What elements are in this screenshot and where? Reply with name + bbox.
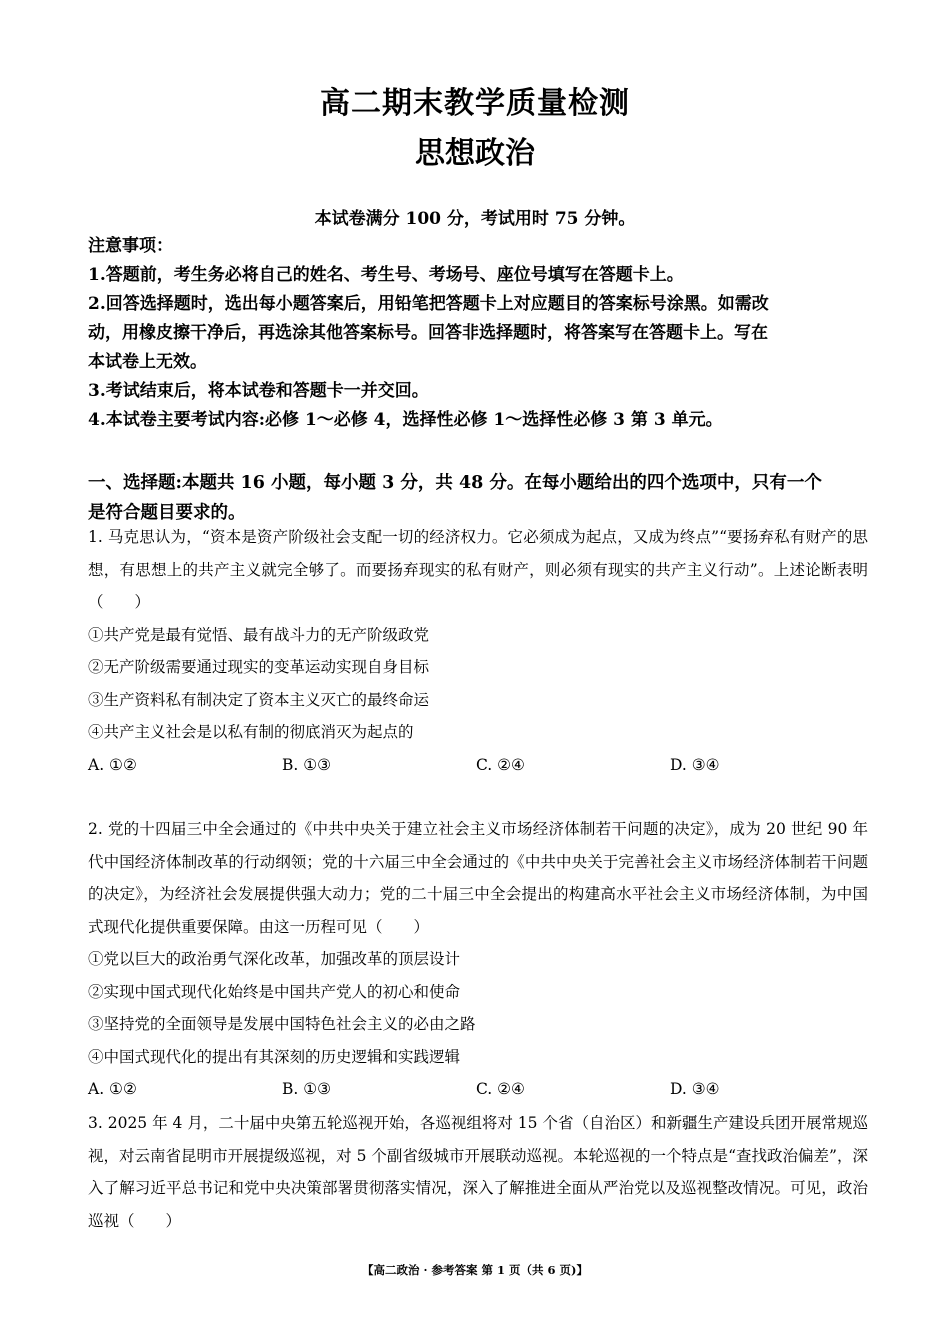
section-heading-line: 是符合题目要求的。 xyxy=(88,503,246,523)
subject-title: 思想政治 xyxy=(415,136,535,171)
statement-option: ③坚持党的全面领导是发展中国特色社会主义的必由之路 xyxy=(88,1015,476,1033)
statement-option: ②无产阶级需要通过现实的变革运动实现自身目标 xyxy=(88,658,430,676)
notes-heading: 注意事项： xyxy=(88,236,173,256)
note-line: 动，用橡皮擦干净后，再选涂其他答案标号。回答非选择题时，将答案写在答题卡上。写在 xyxy=(88,323,768,343)
choice-b: B. ①③ xyxy=(282,755,332,774)
choice-a: A. ①② xyxy=(88,755,137,774)
statement-option: ④中国式现代化的提出有其深刻的历史逻辑和实践逻辑 xyxy=(88,1047,461,1066)
question-1 xyxy=(88,521,868,781)
choice-a: A. ①② xyxy=(88,1080,137,1098)
choice-d: D. ③④ xyxy=(670,1080,720,1098)
statement-option: ②实现中国式现代化始终是中国共产党人的初心和使命 xyxy=(88,982,461,1001)
notes-block xyxy=(88,232,868,435)
question-stem: 3. 2025 年 4 月，二十届中央第五轮巡视开始，各巡视组将对 15 个省（自治区）和新疆生产建设兵团开展常规巡视，对云南省昆明市开展提级巡视，对 5 个副省级城市开展联动巡视。本轮巡视的一个特点是“查找政治偏差”，深入了解习近平总书记和党中央决策部署贯彻落实情况，深入了解推进全面从严治党以及巡视整改情况。可见，政治巡视（ ） xyxy=(88,1114,868,1230)
section-heading-line: 一、选择题:本题共 16 小题，每小题 3 分，共 48 分。在每小题给出的四个选项中，只有一个 xyxy=(88,473,822,493)
statement-option: ①共产党是最有觉悟、最有战斗力的无产阶级政党 xyxy=(88,625,430,644)
section-heading xyxy=(88,468,868,528)
page-footer: 【高二政治 · 参考答案 第 1 页（共 6 页)】 xyxy=(362,1263,588,1277)
note-line: 3.考试结束后，将本试卷和答题卡一并交回。 xyxy=(88,381,429,401)
choice-c: C. ②④ xyxy=(476,1080,525,1098)
note-line: 4.本试卷主要考试内容:必修 1～必修 4，选择性必修 1～选择性必修 3 第 3 单元。 xyxy=(88,410,723,430)
note-line: 本试卷上无效。 xyxy=(88,352,207,372)
answer-choices xyxy=(88,749,868,781)
question-2 xyxy=(88,813,868,1105)
choice-c: C. ②④ xyxy=(476,755,525,774)
question-3 xyxy=(88,1107,868,1237)
question-stem: 1. 马克思认为，“资本是资产阶级社会支配一切的经济权力。它必须成为起点，又成为终点”“要扬弃私有财产的思想，有思想上的共产主义就完全够了。而要扬弃现实的私有财产，则必须有现实的共产主义行动”。上述论断表明（ ） xyxy=(88,528,868,611)
statement-option: ③生产资料私有制决定了资本主义灭亡的最终命运 xyxy=(88,690,430,709)
answer-choices xyxy=(88,1073,868,1105)
choice-b: B. ①③ xyxy=(282,1080,332,1098)
choice-d: D. ③④ xyxy=(670,755,720,774)
note-line: 1.答题前，考生务必将自己的姓名、考生号、考场号、座位号填写在答题卡上。 xyxy=(88,265,684,285)
statement-option: ④共产主义社会是以私有制的彻底消灭为起点的 xyxy=(88,723,414,741)
statement-option: ①党以巨大的政治勇气深化改革，加强改革的顶层设计 xyxy=(88,950,461,968)
exam-title: 高二期末教学质量检测 xyxy=(320,86,630,121)
exam-info: 本试卷满分 100 分，考试用时 75 分钟。 xyxy=(314,209,636,229)
question-stem: 2. 党的十四届三中全会通过的《中共中央关于建立社会主义市场经济体制若干问题的决定》，成为 20 世纪 90 年代中国经济体制改革的行动纲领；党的十六届三中全会通过的《中共中央关于完善社会主义市场经济体制若干问题的决定》，为经济社会发展提供强大动力；党的二十届三中全会提出的构建高水平社会主义市场经济体制，为中国式现代化提供重要保障。由这一历程可见（ ） xyxy=(88,820,868,936)
note-line: 2.回答选择题时，选出每小题答案后，用铅笔把答题卡上对应题目的答案标号涂黑。如需改 xyxy=(88,294,769,314)
